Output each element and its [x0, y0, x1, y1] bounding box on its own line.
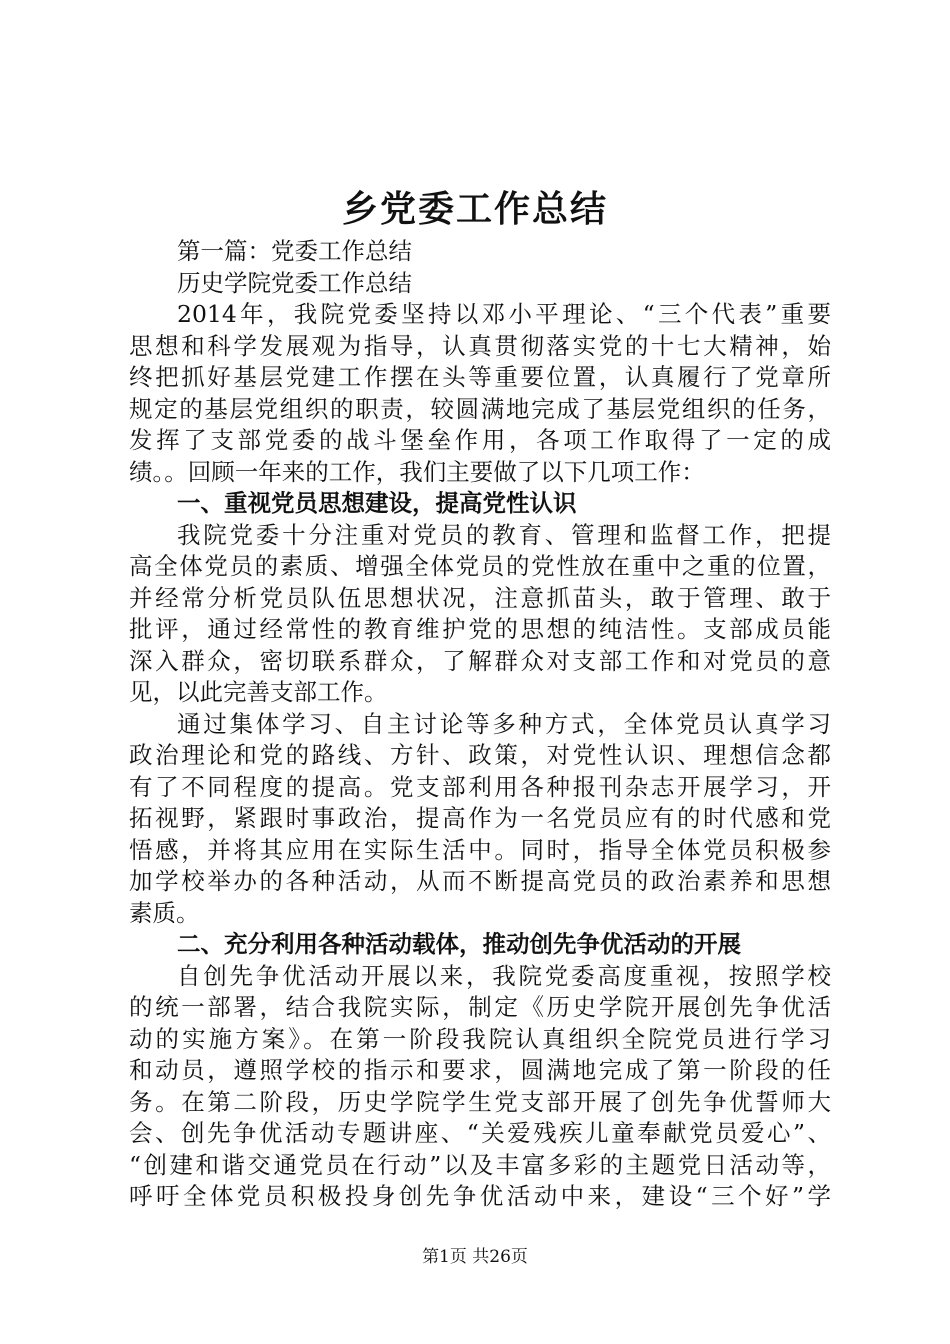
paragraph-line: 发挥了支部党委的战斗堡垒作用，各项工作取得了一定的成 — [129, 426, 831, 454]
paragraph-line: 终把抓好基层党建工作摆在头等重要位置，认真履行了党章所 — [129, 363, 831, 391]
paragraph-line: 规定的基层党组织的职责，较圆满地完成了基层党组织的任务， — [129, 394, 831, 423]
subtitle: 历史学院党委工作总结 — [177, 268, 412, 297]
paragraph-line: 通过集体学习、自主讨论等多种方式，全体党员认真学习 — [177, 709, 831, 738]
section-heading: 二、充分利用各种活动载体，推动创先争优活动的开展 — [177, 930, 741, 958]
paragraph-line: 政治理论和党的路线、方针、政策，对党性认识、理想信念都 — [129, 741, 831, 769]
paragraph-line: 的统一部署，结合我院实际，制定《历史学院开展创先争优活 — [129, 993, 831, 1021]
paragraph-line: 呼吁全体党员积极投身创先争优活动中来，建设“三个好”学 — [129, 1182, 831, 1210]
paragraph-line: 绩。。回顾一年来的工作，我们主要做了以下几项工作： — [129, 457, 705, 486]
document-body — [129, 236, 831, 1213]
document-title: 乡党委工作总结 — [341, 189, 608, 230]
paragraph-line: 会、创先争优活动专题讲座、“关爱残疾儿童奉献党员爱心”、 — [129, 1119, 831, 1147]
paragraph-line: 动的实施方案》。在第一阶段我院认真组织全院党员进行学习 — [129, 1024, 831, 1053]
paragraph-line: 自创先争优活动开展以来，我院党委高度重视，按照学校 — [177, 961, 831, 990]
paragraph-line: “创建和谐交通党员在行动”以及丰富多彩的主题党日活动等， — [129, 1150, 831, 1179]
paragraph-line: 批评，通过经常性的教育维护党的思想的纯洁性。支部成员能 — [129, 615, 831, 643]
paragraph-line: 和动员，遵照学校的指示和要求，圆满地完成了第一阶段的任 — [129, 1056, 831, 1084]
paragraph-line: 并经常分析党员队伍思想状况，注意抓苗头，敢于管理、敢于 — [129, 583, 831, 612]
paragraph-line: 有了不同程度的提高。党支部利用各种报刊杂志开展学习，开 — [129, 772, 831, 801]
paragraph-line: 加学校举办的各种活动，从而不断提高党员的政治素养和思想 — [129, 867, 831, 895]
paragraph-line: 务。在第二阶段，历史学院学生党支部开展了创先争优誓师大 — [129, 1087, 831, 1116]
paragraph-line: 我院党委十分注重对党员的教育、管理和监督工作，把提 — [177, 520, 831, 549]
paragraph-line: 拓视野，紧跟时事政治，提高作为一名党员应有的时代感和党 — [129, 804, 831, 832]
page-number-footer: 第1页 共26页 — [422, 1247, 528, 1267]
chapter-heading: 第一篇：党委工作总结 — [177, 237, 412, 265]
paragraph-line: 2014年，我院党委坚持以邓小平理论、“三个代表”重要 — [177, 300, 831, 328]
paragraph-line: 素质。 — [129, 898, 200, 927]
paragraph-line: 见，以此完善支部工作。 — [129, 678, 388, 706]
paragraph-line: 思想和科学发展观为指导，认真贯彻落实党的十七大精神，始 — [129, 331, 831, 360]
section-heading: 一、重视党员思想建设，提高党性认识 — [177, 489, 577, 517]
paragraph-line: 深入群众，密切联系群众，了解群众对支部工作和对党员的意 — [129, 646, 831, 675]
paragraph-line: 悟感，并将其应用在实际生活中。同时，指导全体党员积极参 — [129, 835, 831, 864]
paragraph-line: 高全体党员的素质、增强全体党员的党性放在重中之重的位置， — [129, 552, 831, 580]
